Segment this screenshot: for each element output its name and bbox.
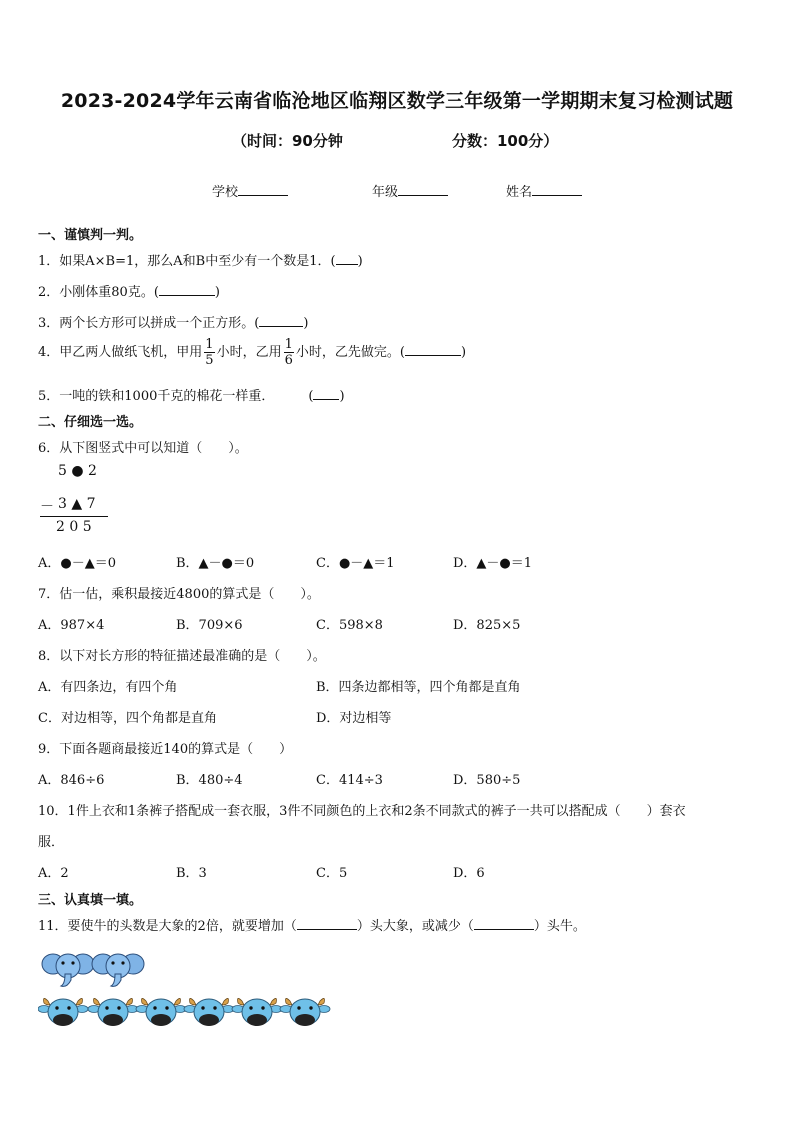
minus-sign: － (40, 499, 54, 515)
cow-icon (88, 998, 138, 1026)
minuend-row: 5 ● 2 (58, 463, 97, 479)
q8-option-d[interactable]: D．对边相等 (316, 711, 392, 726)
q8-option-c[interactable]: C．对边相等，四个角都是直角 (38, 711, 217, 726)
q8-option-b[interactable]: B．四条边都相等，四个角都是直角 (316, 680, 521, 695)
question-5: 5．一吨的铁和1000千克的棉花一样重． ( ) (38, 389, 345, 404)
q9-option-c[interactable]: C．414÷3 (316, 773, 383, 788)
school-label: 学校 (212, 185, 239, 200)
answer-blank (297, 917, 357, 930)
name-field (506, 181, 582, 200)
cow-icon (38, 998, 88, 1026)
answer-blank (159, 283, 215, 296)
answer-blank (336, 252, 358, 265)
question-10-continued: 服． (38, 835, 65, 850)
question-8: 8．以下对长方形的特征描述最准确的是（ ）。 (38, 649, 326, 664)
time-label: （时间：90分钟 (232, 132, 343, 150)
page-title: 2023-2024学年云南省临沧地区临翔区数学三年级第一学期期末复习检测试题 (60, 90, 734, 112)
q10-option-c[interactable]: C．5 (316, 866, 348, 881)
grade-blank (398, 183, 448, 196)
animals-picture (38, 950, 338, 1039)
q10-option-b[interactable]: B．3 (176, 866, 207, 881)
name-label: 姓名 (506, 185, 533, 200)
grade-label: 年级 (372, 185, 399, 200)
question-9: 9．下面各题商最接近140的算式是（ ） (38, 742, 293, 757)
section-heading-3: 三、认真填一填。 (38, 893, 143, 908)
fraction-one-fifth: $\frac{1}{5}$ (205, 337, 214, 368)
q7-option-b[interactable]: B．709×6 (176, 618, 243, 633)
q10-option-a[interactable]: A．2 (38, 866, 69, 881)
cow-icon (232, 998, 282, 1026)
q8-option-a[interactable]: A．有四条边，有四个角 (38, 680, 178, 695)
question-2: 2．小刚体重80克。( ) (38, 285, 220, 300)
question-10: 10．1件上衣和1条裤子搭配成一套衣服，3件不同颜色的上衣和2条不同款式的裤子一共可以搭配成（ ）套衣 (38, 804, 686, 819)
score-label: 分数：100分） (452, 132, 559, 150)
grade-field (372, 181, 448, 200)
section-heading-1: 一、谨慎判一判。 (38, 228, 143, 243)
q6-option-a[interactable]: A．●－▲＝0 (38, 556, 117, 571)
question-3: 3．两个长方形可以拼成一个正方形。( ) (38, 316, 309, 331)
section-heading-2: 二、仔细选一选。 (38, 415, 143, 430)
question-11: 11．要使牛的头数是大象的2倍，就要增加（ ）头大象，或减少（ ）头牛。 (38, 919, 586, 934)
cow-icon (136, 998, 186, 1026)
answer-blank (405, 343, 461, 356)
question-1: 1．如果A×B=1，那么A和B中至少有一个数是1．( ) (38, 254, 363, 269)
q6-option-d[interactable]: D．▲－●＝1 (453, 556, 533, 571)
school-blank (238, 183, 288, 196)
cow-icon (184, 998, 234, 1026)
difference-row: 2 0 5 (56, 519, 92, 535)
animals-svg (38, 950, 338, 1035)
question-6: 6．从下图竖式中可以知道（ ）。 (38, 441, 248, 456)
q7-option-a[interactable]: A．987×4 (38, 618, 105, 633)
result-line (40, 516, 108, 517)
subtrahend-row: 3 ▲ 7 (58, 496, 96, 512)
cow-icon (280, 998, 330, 1026)
q6-option-c[interactable]: C．●－▲＝1 (316, 556, 395, 571)
q7-option-d[interactable]: D．825×5 (453, 618, 521, 633)
name-blank (532, 183, 582, 196)
question-7: 7．估一估，乘积最接近4800的算式是（ ）。 (38, 587, 320, 602)
answer-blank (259, 314, 303, 327)
q6-option-b[interactable]: B．▲－●＝0 (176, 556, 255, 571)
elephant-icon (42, 954, 94, 986)
question-4: 4．甲乙两人做纸飞机，甲用 $\frac{1}{5}$ 小时，乙用 $\frac{1}{6}$ 小时，乙先做完。( ) (38, 337, 467, 368)
elephant-icon (92, 954, 144, 986)
q9-option-d[interactable]: D．580÷5 (453, 773, 521, 788)
answer-blank (474, 917, 534, 930)
school-field (212, 181, 288, 200)
q9-option-a[interactable]: A．846÷6 (38, 773, 105, 788)
q9-option-b[interactable]: B．480÷4 (176, 773, 243, 788)
q7-option-c[interactable]: C．598×8 (316, 618, 383, 633)
q10-option-d[interactable]: D．6 (453, 866, 485, 881)
answer-blank (313, 387, 339, 400)
fraction-one-sixth: $\frac{1}{6}$ (284, 337, 293, 368)
